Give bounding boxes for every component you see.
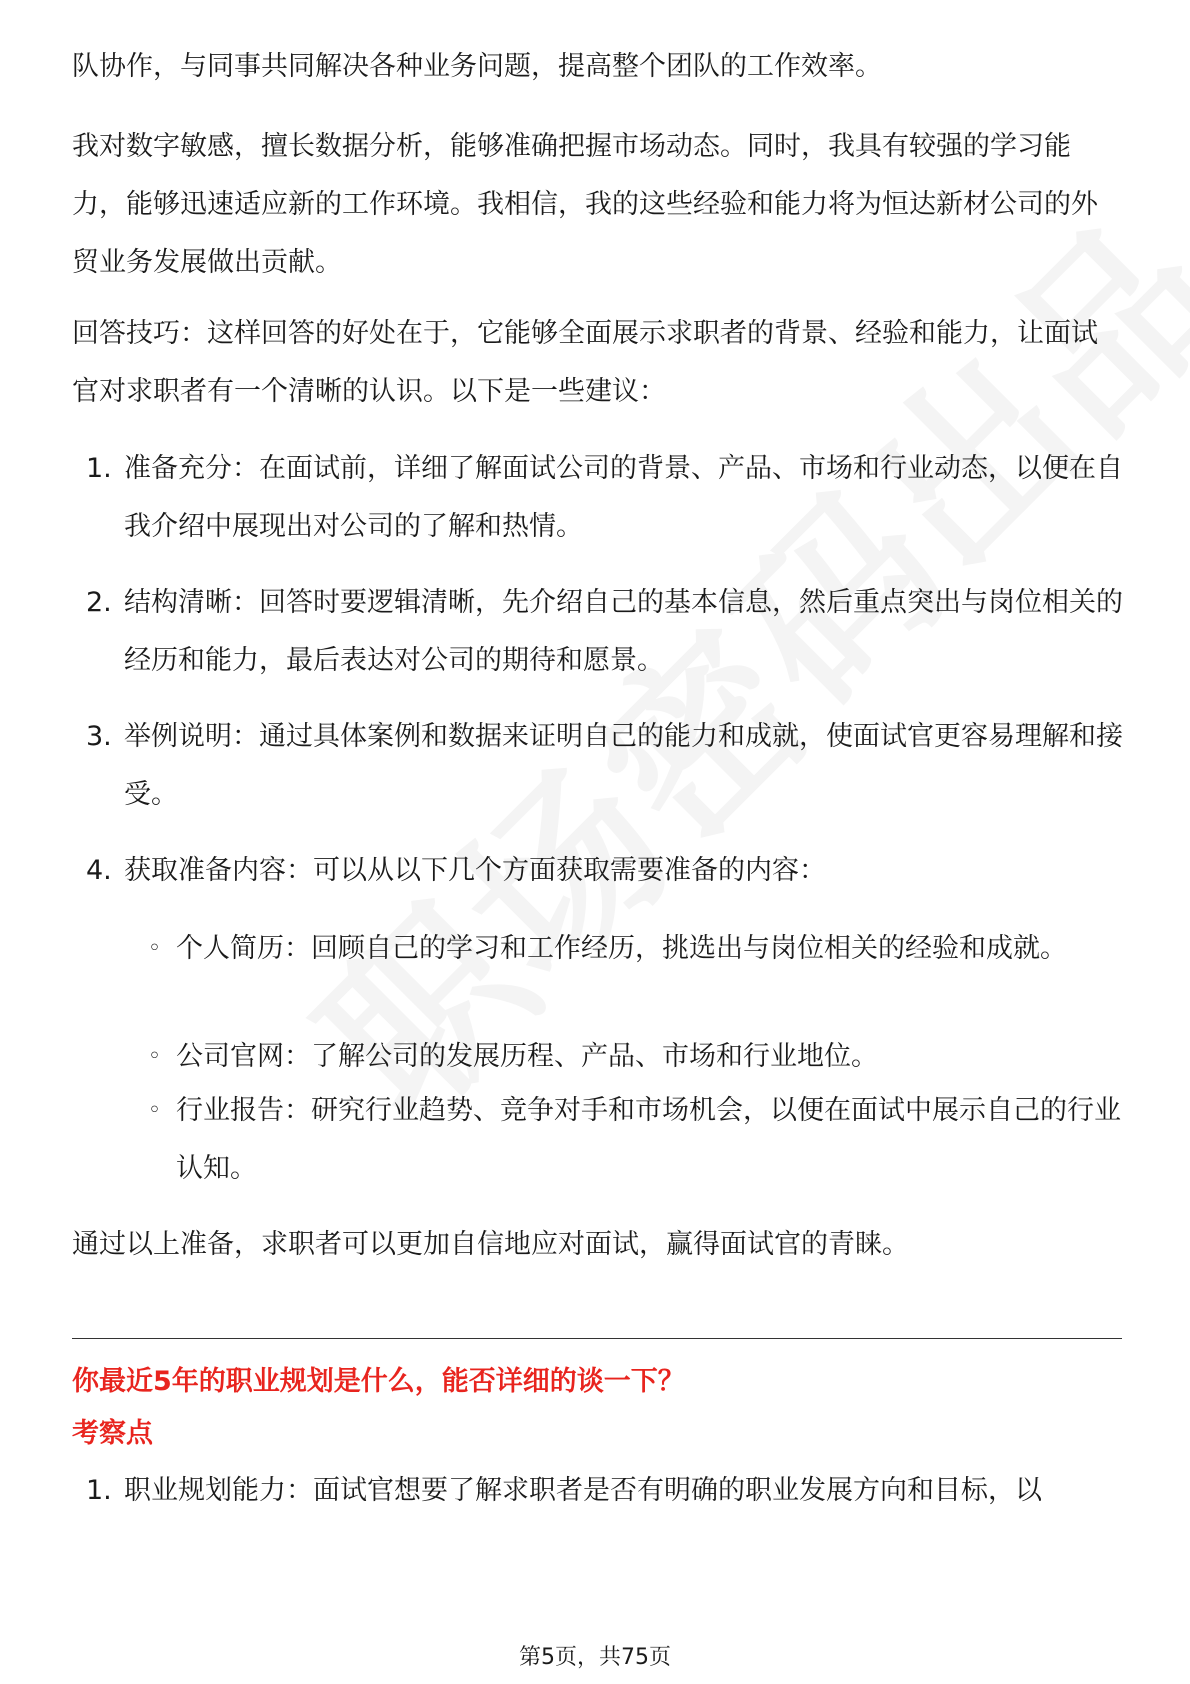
circle-bullet-icon: ◦ [148, 936, 161, 961]
list-number: 2. [86, 587, 112, 618]
sub-list-text: 行业报告：研究行业趋势、竞争对手和市场机会，以便在面试中展示自己的行业认知。 [176, 1095, 1121, 1184]
paragraph-answer-tips: 回答技巧：这样回答的好处在于，它能够全面展示求职者的背景、经验和能力，让面试官对求职者有一个清晰的认识。以下是一些建议： [72, 318, 1098, 407]
list-number: 3. [86, 721, 112, 752]
paragraph-closing: 通过以上准备，求职者可以更加自信地应对面试，赢得面试官的青睐。 [72, 1229, 909, 1260]
paragraph-teamwork: 队协作，与同事共同解决各种业务问题，提高整个团队的工作效率。 [72, 51, 882, 82]
list-number: 1. [86, 1475, 112, 1506]
section-divider [72, 1338, 1122, 1339]
list-number: 1. [86, 453, 112, 484]
question-title: 你最近5年的职业规划是什么，能否详细的谈一下？ [72, 1366, 685, 1397]
sub-list-text: 个人简历：回顾自己的学习和工作经历，挑选出与岗位相关的经验和成就。 [176, 933, 1067, 964]
list-text: 结构清晰：回答时要逻辑清晰，先介绍自己的基本信息，然后重点突出与岗位相关的经历和能力，最后表达对公司的期待和愿景。 [124, 587, 1123, 676]
list-text: 举例说明：通过具体案例和数据来证明自己的能力和成就，使面试官更容易理解和接受。 [124, 721, 1123, 810]
circle-bullet-icon: ◦ [148, 1098, 161, 1123]
paragraph-abilities: 我对数字敏感，擅长数据分析，能够准确把握市场动态。同时，我具有较强的学习能力，能够迅速适应新的工作环境。我相信，我的这些经验和能力将为恒达新材公司的外贸业务发展做出贡献。 [72, 131, 1098, 278]
circle-bullet-icon: ◦ [148, 1044, 161, 1069]
list-text: 职业规划能力：面试官想要了解求职者是否有明确的职业发展方向和目标，以 [124, 1475, 1042, 1506]
page-footer: 第5页，共75页 [519, 1645, 671, 1670]
sub-list-text: 公司官网：了解公司的发展历程、产品、市场和行业地位。 [176, 1041, 878, 1072]
list-text: 获取准备内容：可以从以下几个方面获取需要准备的内容： [124, 855, 826, 886]
list-text: 准备充分：在面试前，详细了解面试公司的背景、产品、市场和行业动态，以便在自我介绍中展现出对公司的了解和热情。 [124, 453, 1123, 542]
assessment-subheading: 考察点 [72, 1418, 153, 1449]
list-number: 4. [86, 855, 112, 886]
